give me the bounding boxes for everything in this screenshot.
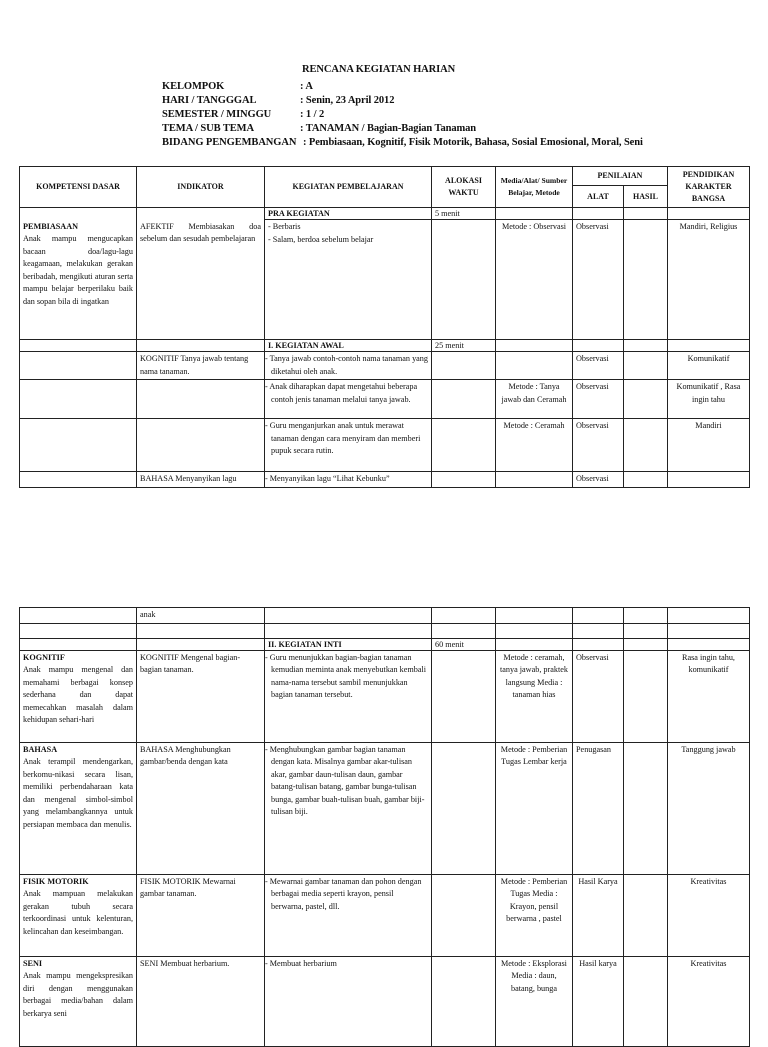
value-tema: : TANAMAN / Bagian-Bagian Tanaman (300, 123, 477, 134)
kd-fisik-motorik (20, 874, 137, 956)
col-header-alokasi: ALOKASI WAKTU (432, 167, 496, 208)
rkh-table-page2 (19, 607, 750, 1047)
indikator-afektif: AFEKTIF Membiasakan doa sebelum dan sesudah pembelajaran (137, 220, 265, 340)
karakter-pembiasaan: Mandiri, Religius (668, 220, 750, 340)
kd-pembiasaan-text: Anak mampu mengucapkan bacaan doa/lagu-lagu keagamaan, melakukan gerakan beribadah, mengikuti aturan serta mampu belajar berperilaku baik dan sopan bila di ingatkan (23, 234, 133, 306)
value-kelompok: : A (300, 81, 313, 92)
alat-kognitif: Observasi (573, 650, 624, 742)
label-bidang: BIDANG PENGEMBANGAN (162, 137, 297, 148)
kd-bahasa-text: Anak terampil mendengarkan, berkomu-nikasi secara lisan, memiliki perbendaharaan kata dan mengenal simbol-simbol yang melambangkannya untuk persiapan membaca dan menulis. (23, 757, 133, 829)
kd-kognitif-text: Anak mampu mengenal dan memahami berbagai konsep sederhana dan dapat memecahkan masalah dalam kehidupan sehari-hari (23, 665, 133, 724)
kd-kognitif-title: KOGNITIF (23, 652, 65, 662)
kegiatan-contoh-tanaman: - Anak diharapkan dapat mengetahui beberapa contoh jenis tanaman melalui tanya jawab. (265, 380, 432, 419)
kegiatan-bahasa: - Menghubungkan gambar bagian tanaman dengan kata. Misalnya gambar akar-tulisan akar, gambar daun-tulisan daun, gambar batang-tulisan batang, gambar bunga-tulisan bunga, gambar buah-tulisan buah, gambar biji-tulisan biji. (265, 742, 432, 874)
indikator-fisik-motorik: FISIK MOTORIK Mewarnai gambar tanaman. (137, 874, 265, 956)
label-hari-tanggal: HARI / TANGGGAL (162, 95, 257, 106)
kd-kognitif (20, 650, 137, 742)
media-seni: Metode : Eksplorasi Media : daun, batang, bunga (496, 956, 573, 1046)
kd-seni (20, 956, 137, 1046)
indikator-kognitif-tanya: KOGNITIF Tanya jawab tentang nama tanaman. (137, 352, 265, 380)
alat-r2: Observasi (573, 380, 624, 419)
media-r2: Metode : Tanya jawab dan Ceramah (496, 380, 573, 419)
time-kegiatan-awal: 25 menit (432, 340, 496, 352)
col-header-hasil: HASIL (624, 186, 668, 208)
indikator-seni: SENI Membuat herbarium. (137, 956, 265, 1046)
indikator-bahasa-menyanyi: BAHASA Menyanyikan lagu (137, 472, 265, 488)
kegiatan-item: - Berbaris (268, 222, 301, 231)
media-kognitif: Metode : ceramah, tanya jawab, praktek langsung Media : tanaman hias (496, 650, 573, 742)
section-kegiatan-inti: II. KEGIATAN INTI (265, 638, 432, 650)
indikator-bahasa-gambar: BAHASA Menghubungkan gambar/benda dengan kata (137, 742, 265, 874)
time-pra-kegiatan: 5 menit (432, 208, 496, 220)
label-tema: TEMA / SUB TEMA (162, 123, 254, 134)
section-pra-kegiatan: PRA KEGIATAN (265, 208, 432, 220)
kegiatan-pembiasaan (265, 220, 432, 340)
kd-seni-text: Anak mampu mengekspresikan diri dengan menggunakan berbagai media/bahan dalam berkarya seni (23, 971, 133, 1018)
kegiatan-menyanyi: - Menyanyikan lagu “Lihat Kebunku” (265, 472, 432, 488)
alat-fisik: Hasil Karya (573, 874, 624, 956)
kd-seni-title: SENI (23, 958, 43, 968)
kd-pembiasaan-title: PEMBIASAAN (23, 221, 79, 231)
indikator-kognitif-bagian: KOGNITIF Mengenal bagian-bagian tanaman. (137, 650, 265, 742)
value-semester: : 1 / 2 (300, 109, 325, 120)
section-kegiatan-awal: I. KEGIATAN AWAL (265, 340, 432, 352)
karakter-r3: Mandiri (668, 419, 750, 472)
media-fisik: Metode : Pemberian Tugas Media : Krayon, pensil berwarna , pastel (496, 874, 573, 956)
col-header-alat: ALAT (573, 186, 624, 208)
kd-bahasa-title: BAHASA (23, 744, 58, 754)
value-hari-tanggal: : Senin, 23 April 2012 (300, 95, 395, 106)
karakter-bahasa: Tanggung jawab (668, 742, 750, 874)
kd-fisik-title: FISIK MOTORIK (23, 876, 89, 886)
kegiatan-seni: - Membuat herbarium (265, 956, 432, 1046)
media-bahasa: Metode : Pemberian Tugas Lembar kerja (496, 742, 573, 874)
kegiatan-merawat-tanaman: - Guru menganjurkan anak untuk merawat tanaman dengan cara menyiram dan memberi pupuk secara rutin. (265, 419, 432, 472)
time-kegiatan-inti: 60 menit (432, 638, 496, 650)
kd-pembiasaan (20, 220, 137, 340)
col-header-karakter: PENDIDIKAN KARAKTER BANGSA (668, 167, 750, 208)
kegiatan-item: - Salam, berdoa sebelum belajar (268, 234, 374, 244)
kegiatan-tanya-jawab: - Tanya jawab contoh-contoh nama tanaman yang diketahui oleh anak. (265, 352, 432, 380)
col-header-indikator: INDIKATOR (137, 167, 265, 208)
label-kelompok: KELOMPOK (162, 81, 225, 92)
col-header-media: Media/Alat/ Sumber Belajar, Metode (496, 167, 573, 208)
indikator-lanjutan: anak (137, 608, 265, 624)
label-semester: SEMESTER / MINGGU (162, 109, 272, 120)
alat-r3: Observasi (573, 419, 624, 472)
document-title: RENCANA KEGIATAN HARIAN (302, 64, 456, 75)
alat-r1: Observasi (573, 352, 624, 380)
col-header-kegiatan: KEGIATAN PEMBELAJARAN (265, 167, 432, 208)
alat-r4: Observasi (573, 472, 624, 488)
alat-bahasa: Penugasan (573, 742, 624, 874)
media-r3: Metode : Ceramah (496, 419, 573, 472)
karakter-fisik: Kreativitas (668, 874, 750, 956)
karakter-r2: Komunikatif , Rasa ingin tahu (668, 380, 750, 419)
media-pembiasaan: Metode : Observasi (496, 220, 573, 340)
kegiatan-fisik: - Mewarnai gambar tanaman dan pohon dengan berbagai media seperti krayon, pensil berwarna, pastel, dll. (265, 874, 432, 956)
col-header-penilaian: PENILAIAN (573, 167, 668, 186)
kegiatan-kognitif: - Guru menunjukkan bagian-bagian tanaman kemudian meminta anak menyebutkan kembali nama-nama tersebut sambil menunjukkan bagian tanaman tersebut. (265, 650, 432, 742)
karakter-seni: Kreativitas (668, 956, 750, 1046)
rkh-table-page1 (19, 166, 750, 488)
karakter-kognitif: Rasa ingin tahu, komunikatif (668, 650, 750, 742)
alat-seni: Hasil karya (573, 956, 624, 1046)
col-header-kompetensi: KOMPETENSI DASAR (20, 167, 137, 208)
alat-pembiasaan: Observasi (573, 220, 624, 340)
kd-fisik-text: Anak mampuan melakukan gerakan tubuh secara terkoordinasi untuk kelenturan, kelincahan dan keseimbangan. (23, 889, 133, 936)
karakter-r1: Komunikatif (668, 352, 750, 380)
value-bidang: : Pembiasaan, Kognitif, Fisik Motorik, Bahasa, Sosial Emosional, Moral, Seni (303, 137, 643, 148)
kd-bahasa (20, 742, 137, 874)
